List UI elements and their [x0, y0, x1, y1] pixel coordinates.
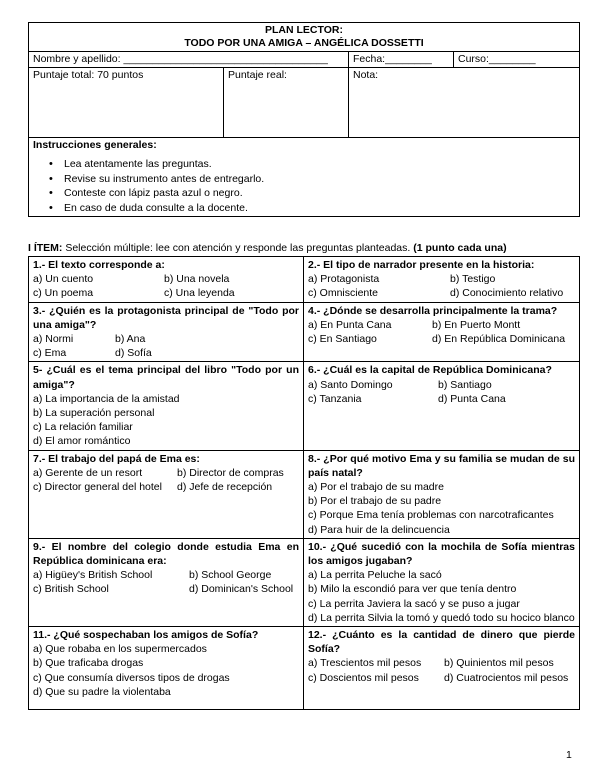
question-11: [29, 627, 304, 710]
option-d[interactable]: d) En República Dominicana: [432, 333, 566, 346]
option-b[interactable]: b) La superación personal: [33, 407, 155, 420]
question-text: 7.- El trabajo del papá de Ema es:: [33, 452, 200, 465]
option-a[interactable]: a) Que robaba en los supermercados: [33, 643, 207, 656]
grade-cell[interactable]: Nota:: [349, 68, 580, 138]
question-12: [304, 627, 580, 710]
question-4: [304, 302, 580, 362]
question-2: [304, 257, 580, 303]
option-b[interactable]: b) Director de compras: [177, 466, 284, 479]
option-d[interactable]: d) Dominican's School: [189, 583, 294, 596]
question-text: 3.- ¿Quién es la protagonista principal de "Todo por una amiga"?: [33, 304, 299, 331]
item-label: I ÍTEM:: [28, 242, 63, 254]
option-d[interactable]: d) Cuatrocientos mil pesos: [444, 671, 569, 684]
option-c[interactable]: c) Tanzania: [308, 392, 362, 405]
option-d[interactable]: d) Sofía: [115, 347, 152, 360]
question-1: [29, 257, 304, 303]
question-text: 11.- ¿Qué sospechaban los amigos de Sofía?: [33, 629, 259, 642]
title-line-2: TODO POR UNA AMIGA – ANGÉLICA DOSSETTI: [184, 37, 424, 49]
question-9: [29, 538, 304, 626]
document-title: [29, 23, 580, 52]
instruction-item: • Revise su instrumento antes de entregarlo.: [49, 172, 575, 187]
instructions-title: Instrucciones generales:: [33, 139, 157, 151]
option-b[interactable]: b) Testigo: [450, 273, 496, 286]
option-a[interactable]: a) Santo Domingo: [308, 378, 393, 391]
option-c[interactable]: c) Ema: [33, 347, 67, 360]
option-c[interactable]: c) Que consumía diversos tipos de drogas: [33, 671, 230, 684]
question-8: [304, 450, 580, 538]
option-a[interactable]: a) Normi: [33, 333, 74, 346]
option-a[interactable]: a) Protagonista: [308, 273, 380, 286]
question-7: [29, 450, 304, 538]
question-text: 5- ¿Cuál es el tema principal del libro "Todo por un amiga"?: [33, 364, 299, 391]
option-a[interactable]: a) La perrita Peluche la sacó: [308, 569, 442, 582]
option-d[interactable]: d) Que su padre la violentaba: [33, 685, 171, 698]
option-a[interactable]: a) Higüey's British School: [33, 569, 153, 582]
question-6: [304, 362, 580, 450]
option-c[interactable]: c) La perrita Javiera la sacó y se puso a jugar: [308, 597, 520, 610]
option-d[interactable]: c) Una leyenda: [164, 287, 235, 300]
name-field[interactable]: Nombre y apellido: ___________________________________: [29, 52, 349, 68]
question-10: [304, 538, 580, 626]
instruction-item: • En caso de duda consulte a la docente.: [49, 201, 575, 216]
question-text: 2.- El tipo de narrador presente en la historia:: [308, 259, 535, 271]
title-line-1: PLAN LECTOR:: [265, 24, 343, 36]
option-a[interactable]: a) Un cuento: [33, 273, 94, 286]
option-b[interactable]: b) Una novela: [164, 273, 230, 286]
option-a[interactable]: a) Trescientos mil pesos: [308, 657, 422, 670]
instruction-item: • Lea atentamente las preguntas.: [49, 157, 575, 172]
option-b[interactable]: b) Por el trabajo de su padre: [308, 495, 442, 508]
question-text: 4.- ¿Dónde se desarrolla principalmente la trama?: [308, 304, 558, 317]
item-heading: [28, 242, 588, 254]
option-c[interactable]: c) Omnisciente: [308, 287, 379, 300]
question-text: 9.- El nombre del colegio donde estudia Ema en República dominicana era:: [33, 540, 299, 568]
option-c[interactable]: c) Un poema: [33, 287, 94, 300]
question-text: 6.- ¿Cuál es la capital de República Dominicana?: [308, 364, 552, 377]
option-b[interactable]: b) En Puerto Montt: [432, 318, 521, 331]
option-a[interactable]: a) La importancia de la amistad: [33, 392, 180, 405]
real-score-cell[interactable]: Puntaje real:: [224, 68, 349, 138]
option-c[interactable]: c) Porque Ema tenía problemas con narcotraficantes: [308, 509, 554, 522]
question-5: [29, 362, 304, 450]
option-b[interactable]: b) Santiago: [438, 378, 492, 391]
option-b[interactable]: b) Milo la escondió para ver que tenía dentro: [308, 583, 517, 596]
option-c[interactable]: c) La relación familiar: [33, 421, 133, 434]
option-c[interactable]: c) En Santiago: [308, 333, 377, 346]
option-b[interactable]: b) Ana: [115, 333, 146, 346]
questions-table: [28, 256, 580, 710]
option-b[interactable]: b) Que traficaba drogas: [33, 657, 144, 670]
option-d[interactable]: d) Punta Cana: [438, 392, 506, 405]
option-c[interactable]: c) Director general del hotel: [33, 481, 162, 494]
item-points: (1 punto cada una): [413, 242, 507, 254]
option-c[interactable]: c) British School: [33, 583, 109, 596]
date-field[interactable]: Fecha:________: [349, 52, 454, 68]
option-a[interactable]: a) Por el trabajo de su madre: [308, 481, 444, 494]
option-b[interactable]: b) School George: [189, 569, 272, 582]
question-text: 10.- ¿Qué sucedió con la mochila de Sofía mientras los amigos jugaban?: [308, 540, 575, 568]
item-text: Selección múltiple: lee con atención y responde las preguntas planteadas.: [62, 242, 414, 254]
course-field[interactable]: Curso:________: [454, 52, 580, 68]
page-number: 1: [566, 749, 572, 761]
instructions-list: [33, 157, 575, 215]
question-3: [29, 302, 304, 362]
option-d[interactable]: d) Para huir de la delincuencia: [308, 523, 450, 536]
option-d[interactable]: d) Jefe de recepción: [177, 481, 273, 494]
option-d[interactable]: d) El amor romántico: [33, 435, 131, 448]
option-a[interactable]: a) Gerente de un resort: [33, 466, 143, 479]
option-b[interactable]: b) Quinientos mil pesos: [444, 657, 554, 670]
total-score-cell: Puntaje total: 70 puntos: [29, 68, 224, 138]
option-a[interactable]: a) En Punta Cana: [308, 318, 392, 331]
header-table: [28, 22, 580, 217]
option-c[interactable]: c) Doscientos mil pesos: [308, 671, 419, 684]
question-text: 8.- ¿Por qué motivo Ema y su familia se mudan de su país natal?: [308, 452, 575, 479]
question-text: 1.- El texto corresponde a:: [33, 259, 165, 271]
question-text: 12.- ¿Cuánto es la cantidad de dinero que pierde Sofía?: [308, 629, 575, 656]
instructions-box: [29, 138, 580, 217]
option-d[interactable]: d) Conocimiento relativo: [450, 287, 564, 300]
option-d[interactable]: d) La perrita Silvia la tomó y quedó todo su hocico blanco: [308, 611, 575, 624]
instruction-item: • Conteste con lápiz pasta azul o negro.: [49, 186, 575, 201]
